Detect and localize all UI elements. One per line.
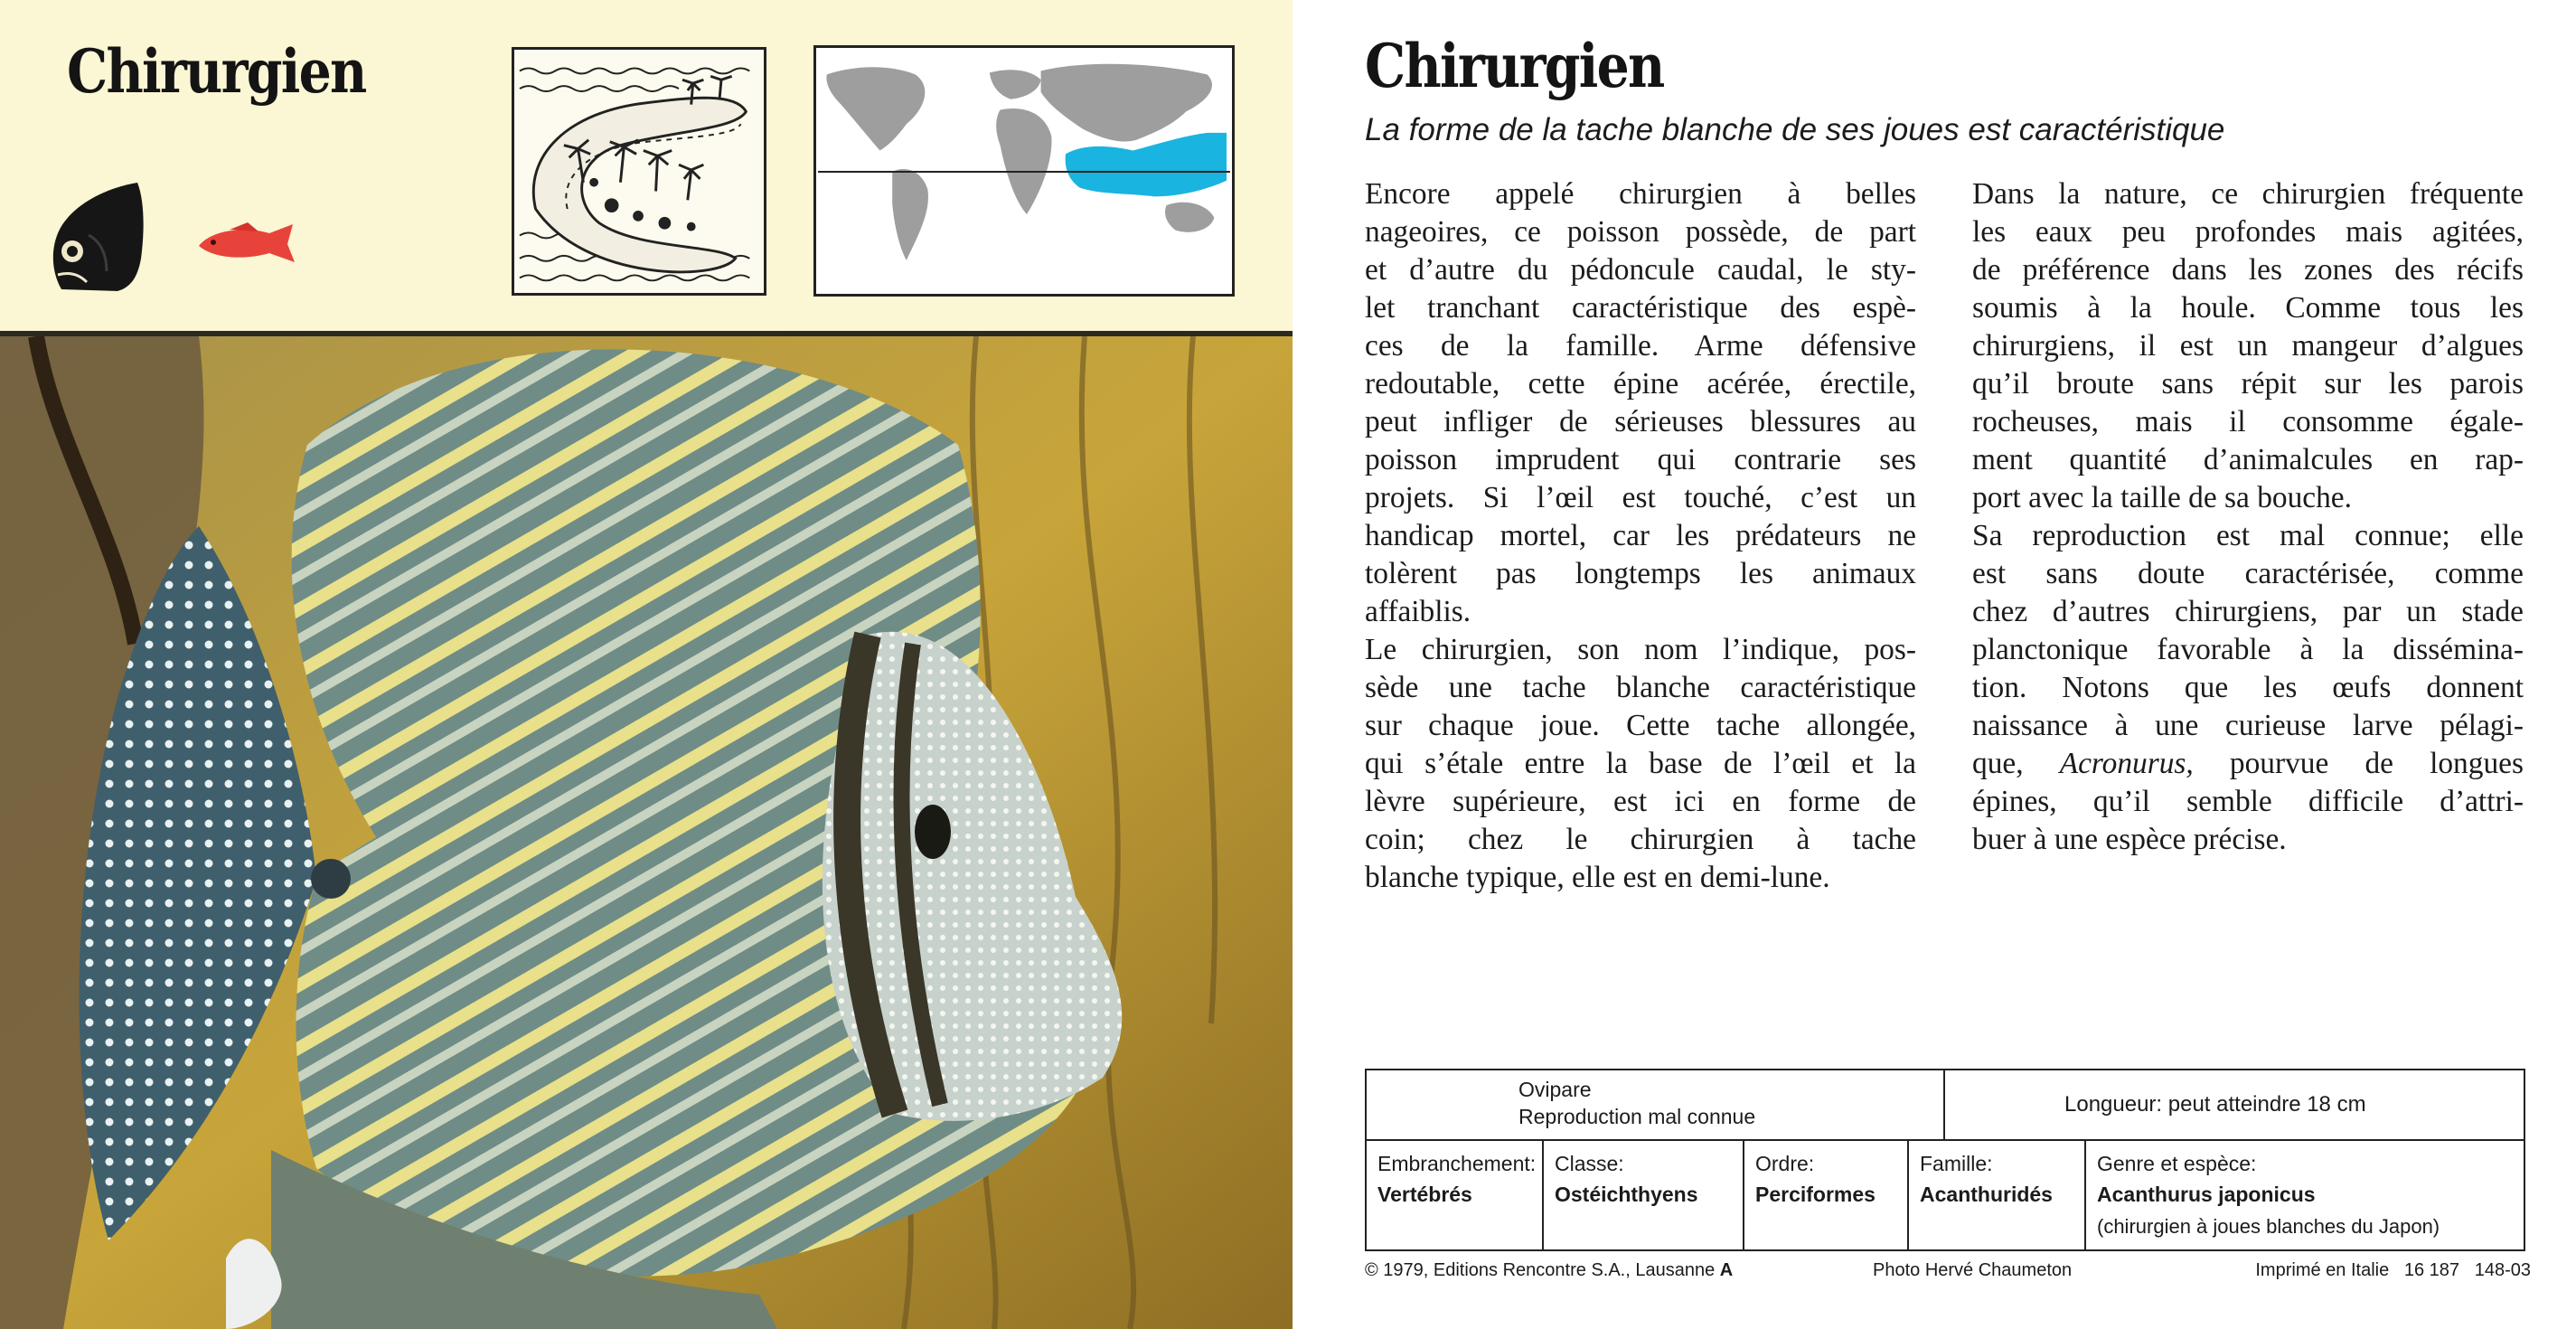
text-line: naissance à une curieuse larve pélagi-: [1972, 709, 2524, 742]
ordre-cell: [1744, 1141, 1909, 1251]
famille-cell: [1909, 1141, 2086, 1251]
card-back: [1293, 0, 2576, 1329]
reproduction-note: Reproduction mal connue: [1518, 1105, 1756, 1128]
text-line: nageoires, ce poisson possède, de part: [1365, 215, 1916, 249]
genre-label: Genre et espèce:: [2097, 1152, 2257, 1175]
text-line: port avec la taille de sa bouche.: [1972, 481, 2352, 514]
acronurus-text: Acronurus,: [2059, 747, 2194, 780]
text-line: chirurgiens, il est un mangeur d’algues: [1972, 329, 2524, 363]
back-title: Chirurgien: [1365, 31, 1664, 101]
copyright-mark: A: [1719, 1260, 1734, 1280]
text-line: tolèrent pas longtemps les animaux: [1365, 557, 1916, 590]
text-column-right: [1972, 175, 2524, 859]
text-line: qu’il broute sans répit sur les parois: [1972, 367, 2524, 401]
distribution-world-map: [813, 45, 1235, 297]
text-line: Le chirurgien, son nom l’indique, pos-: [1365, 633, 1916, 666]
text-line: redoutable, cette épine acérée, érectile,: [1365, 367, 1916, 401]
text-line: blanche typique, elle est en demi-lune.: [1365, 861, 1830, 894]
text-line: les eaux peu profondes mais agitées,: [1972, 215, 2524, 249]
fish-head-silhouette-icon: [43, 181, 148, 295]
footer-copyright: [1365, 1260, 1733, 1281]
famille-value: Acanthuridés: [1920, 1183, 2053, 1206]
text-line: coin; chez le chirurgien à tache: [1365, 823, 1916, 856]
copyright-text: © 1979, Editions Rencontre S.A., Lausanne: [1365, 1260, 1716, 1280]
fish-photograph: [0, 336, 1293, 1329]
text-line: Encore appelé chirurgien à belles: [1365, 177, 1916, 211]
footer-print-info: Imprimé en Italie 16 187 148-03: [2255, 1260, 2531, 1280]
classe-cell: [1544, 1141, 1744, 1251]
classe-value: Ostéichthyens: [1555, 1183, 1698, 1206]
reproduction-type: Ovipare: [1518, 1078, 1592, 1101]
reproduction-tail-lines: [1972, 783, 2524, 859]
genre-value: Acanthurus japonicus: [2097, 1183, 2316, 1206]
paragraph-reproduction: [1972, 517, 2524, 859]
text-line: poisson imprudent qui contrarie ses: [1365, 443, 1916, 476]
ordre-value: Perciformes: [1755, 1183, 1876, 1206]
genre-cell: [2086, 1141, 2525, 1251]
front-title: Chirurgien: [67, 36, 366, 107]
text-line: sède une tache blanche caractéristique: [1365, 671, 1916, 704]
text-line: rocheuses, mais il consomme égale-: [1972, 405, 2524, 438]
red-fish-icon: [193, 222, 302, 264]
classification-table: [1365, 1069, 2525, 1251]
text-line: projets. Si l’œil est touché, c’est un: [1365, 481, 1916, 514]
text-line: Sa reproduction est mal connue; elle: [1972, 519, 2524, 552]
reproduction-lines: [1972, 517, 2524, 745]
text-line: de préférence dans les zones des récifs: [1972, 253, 2524, 287]
text-line: ment quantité d’animalcules en rap-: [1972, 443, 2524, 476]
line-acronurus: [1972, 745, 2524, 783]
ordre-label: Ordre:: [1755, 1152, 1815, 1175]
paragraph-weapon: [1365, 175, 1916, 631]
text-line: tion. Notons que les œufs donnent: [1972, 671, 2524, 704]
text-line: soumis à la houle. Comme tous les: [1972, 291, 2524, 325]
text-line: épines, qu’il semble difficile d’attri-: [1972, 785, 2524, 818]
text-line: planctonique favorable à la dissémina-: [1972, 633, 2524, 666]
subtitle: La forme de la tache blanche de ses joues est caractéristique: [1365, 112, 2225, 147]
length-value: Longueur: peut atteindre 18 cm: [2064, 1092, 2366, 1117]
text-line: et d’autre du pédoncule caudal, le sty-: [1365, 253, 1916, 287]
text-line: peut infliger de sérieuses blessures au: [1365, 405, 1916, 438]
footer-photo-credit: Photo Hervé Chaumeton: [1873, 1260, 2073, 1280]
genre-common-name: (chirurgien à joues blanches du Japon): [2097, 1215, 2440, 1238]
length-cell: [1945, 1070, 2525, 1141]
text-line: est sans doute caractérisée, comme: [1972, 557, 2524, 590]
text-line: Dans la nature, ce chirurgien fréquente: [1972, 177, 2524, 211]
embranchement-label: Embranchement:: [1377, 1152, 1537, 1175]
famille-label: Famille:: [1920, 1152, 1993, 1175]
text-line: handicap mortel, car les prédateurs ne: [1365, 519, 1916, 552]
habitat-illustration: [512, 47, 766, 296]
pourvue-text: pourvue de longues: [2229, 747, 2524, 780]
paragraph-white-spot: [1365, 631, 1916, 897]
text-line: buer à une espèce précise.: [1972, 823, 2287, 856]
que-text: que,: [1972, 747, 2024, 780]
text-line: qui s’étale entre la base de l’œil et la: [1365, 747, 1916, 780]
text-line: lèvre supérieure, est ici en forme de: [1365, 785, 1916, 818]
text-line: let tranchant caractéristique des espè-: [1365, 291, 1916, 325]
embranchement-value: Vertébrés: [1377, 1183, 1472, 1206]
text-line: chez d’autres chirurgiens, par un stade: [1972, 595, 2524, 628]
reproduction-cell: [1367, 1070, 1945, 1141]
text-line: ces de la famille. Arme défensive: [1365, 329, 1916, 363]
classe-label: Classe:: [1555, 1152, 1624, 1175]
embranchement-cell: [1367, 1141, 1544, 1251]
text-line: sur chaque joue. Cette tache allongée,: [1365, 709, 1916, 742]
paragraph-habitat: [1972, 175, 2524, 517]
text-column-left: [1365, 175, 1916, 897]
text-line: affaiblis.: [1365, 595, 1471, 628]
footer: [1365, 1260, 2531, 1286]
